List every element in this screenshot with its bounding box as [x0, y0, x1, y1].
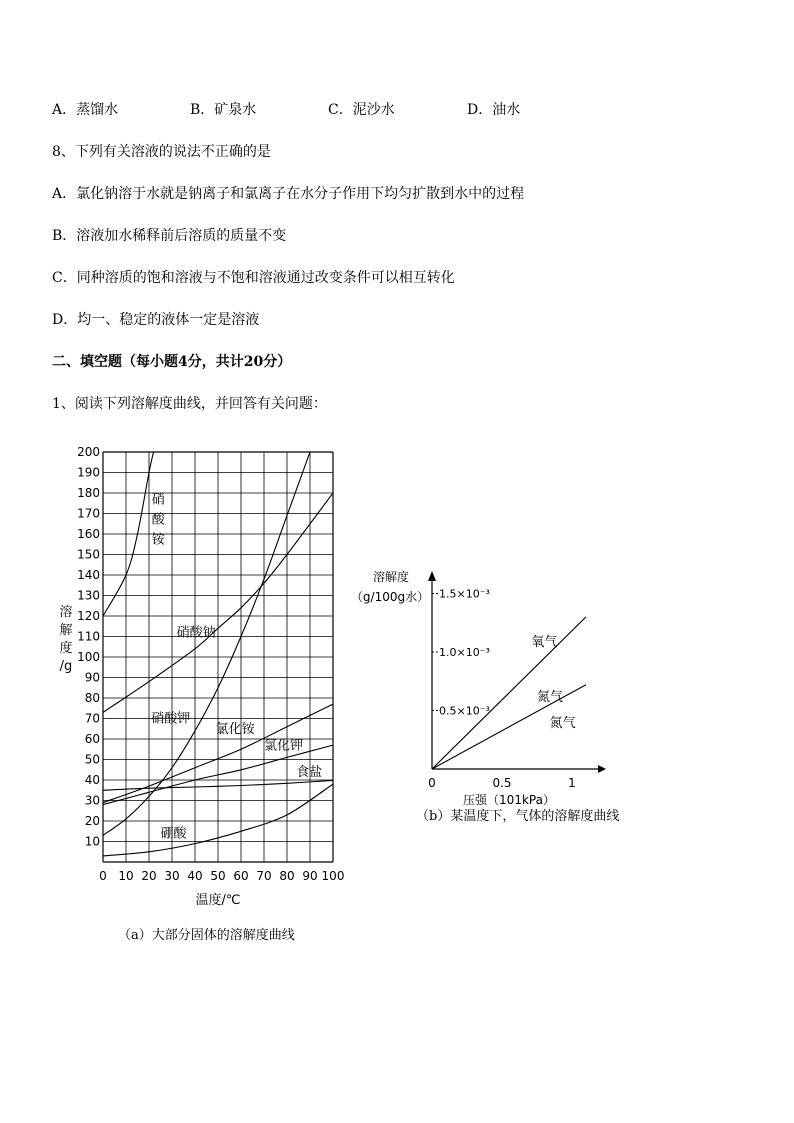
chart-a-caption: （a）大部分固体的溶解度曲线 — [118, 928, 295, 943]
y-axis-label-line1: 溶解度 — [372, 570, 410, 584]
q8-option-d: D．均一、稳定的液体一定是溶液 — [52, 312, 260, 328]
y-tick-label: 160 — [77, 527, 100, 541]
x-tick-label: 20 — [141, 869, 157, 883]
x-tick-label: 60 — [233, 869, 249, 883]
y-tick-label: 60 — [84, 732, 100, 746]
series-label-char: 酸 — [151, 512, 165, 528]
y-tick-label: 1.0×10⁻³ — [439, 646, 490, 659]
x-tick-label: 10 — [118, 869, 134, 883]
y-tick-label: 90 — [84, 670, 100, 685]
y-tick-label: 110 — [77, 629, 100, 644]
y-axis-label-line2: （g/100g水） — [350, 590, 430, 604]
gas-solubility-chart — [350, 565, 610, 805]
x-tick-label: 40 — [187, 869, 203, 883]
y-tick-label: 50 — [84, 752, 100, 767]
y-tick-label: 140 — [77, 568, 100, 582]
series-label: 氮气 — [537, 690, 564, 706]
x-tick-label: 0 — [428, 776, 436, 790]
x-tick-label: 50 — [210, 869, 226, 883]
chart-b-caption: （b）某温度下，气体的溶解度曲线 — [416, 809, 620, 824]
y-tick-label: 120 — [77, 609, 100, 623]
x-tick-label: 90 — [302, 869, 318, 883]
series-label: 氮气 — [549, 715, 576, 731]
series-label: 氯化铵 — [215, 721, 255, 737]
q8-stem: 8、下列有关溶液的说法不正确的是 — [52, 144, 271, 160]
y-tick-label: 1.5×10⁻³ — [439, 587, 490, 601]
series-label: 食盐 — [296, 764, 323, 780]
q7-option-a: A．蒸馏水 — [52, 102, 119, 118]
y-tick-label: 200 — [77, 445, 100, 459]
series-label-char: 铵 — [151, 532, 165, 548]
y-tick-label: 10 — [84, 834, 100, 849]
x-tick-label: 70 — [256, 869, 272, 883]
series-label-char: 硝 — [151, 492, 165, 508]
y-tick-label: 20 — [84, 814, 100, 828]
y-tick-label: 30 — [84, 793, 100, 808]
y-tick-label: 150 — [77, 547, 100, 562]
section-heading: 二、填空题（每小题4分，共计20分） — [52, 354, 292, 370]
y-axis-label-char: 溶 — [59, 605, 73, 620]
y-tick-label: 180 — [77, 486, 100, 500]
y-tick-label: 0.5×10⁻³ — [439, 704, 490, 718]
x-tick-label: 1 — [568, 776, 576, 790]
x-tick-label: 0.5 — [492, 776, 512, 790]
y-axis-label-char: 解 — [59, 623, 73, 638]
y-tick-label: 130 — [77, 588, 100, 603]
y-tick-label: 80 — [84, 691, 100, 705]
y-tick-label: 190 — [77, 465, 100, 480]
q8-option-c: C．同种溶质的饱和溶液与不饱和溶液通过改变条件可以相互转化 — [52, 270, 455, 286]
q8-option-a: A．氯化钠溶于水就是钠离子和氯离子在水分子作用下均匀扩散到水中的过程 — [52, 186, 525, 202]
x-axis-label: 压强（101kPa） — [463, 793, 555, 807]
q7-option-d: D．油水 — [467, 102, 521, 118]
y-tick-label: 100 — [77, 650, 100, 664]
y-axis-label-char: 度 — [59, 641, 73, 656]
y-tick-label: 170 — [77, 506, 100, 521]
q7-option-b: B．矿泉水 — [190, 102, 257, 118]
q1-stem: 1、阅读下列溶解度曲线，并回答有关问题： — [52, 396, 327, 412]
series-label: 氯化钾 — [264, 738, 304, 754]
series-label: 氧气 — [531, 635, 558, 651]
y-axis-arrow — [428, 571, 436, 581]
x-tick-label: 0 — [99, 869, 107, 883]
x-tick-label: 30 — [164, 869, 180, 883]
series-label: 硝酸钾 — [151, 711, 191, 727]
series-label: 硝酸钠 — [176, 625, 216, 641]
solid-solubility-chart — [50, 440, 370, 908]
x-tick-label: 80 — [279, 869, 295, 883]
y-tick-label: 70 — [84, 711, 100, 726]
q7-option-c: C．泥沙水 — [328, 102, 395, 118]
x-axis-arrow — [598, 765, 606, 773]
y-tick-label: 40 — [84, 773, 100, 787]
y-axis-label-char: /g — [59, 659, 73, 674]
x-tick-label: 100 — [321, 869, 345, 883]
q8-option-b: B．溶液加水稀释前后溶质的质量不变 — [52, 228, 287, 244]
x-axis-label: 温度/℃ — [195, 893, 241, 908]
series-label: 硼酸 — [160, 826, 187, 842]
